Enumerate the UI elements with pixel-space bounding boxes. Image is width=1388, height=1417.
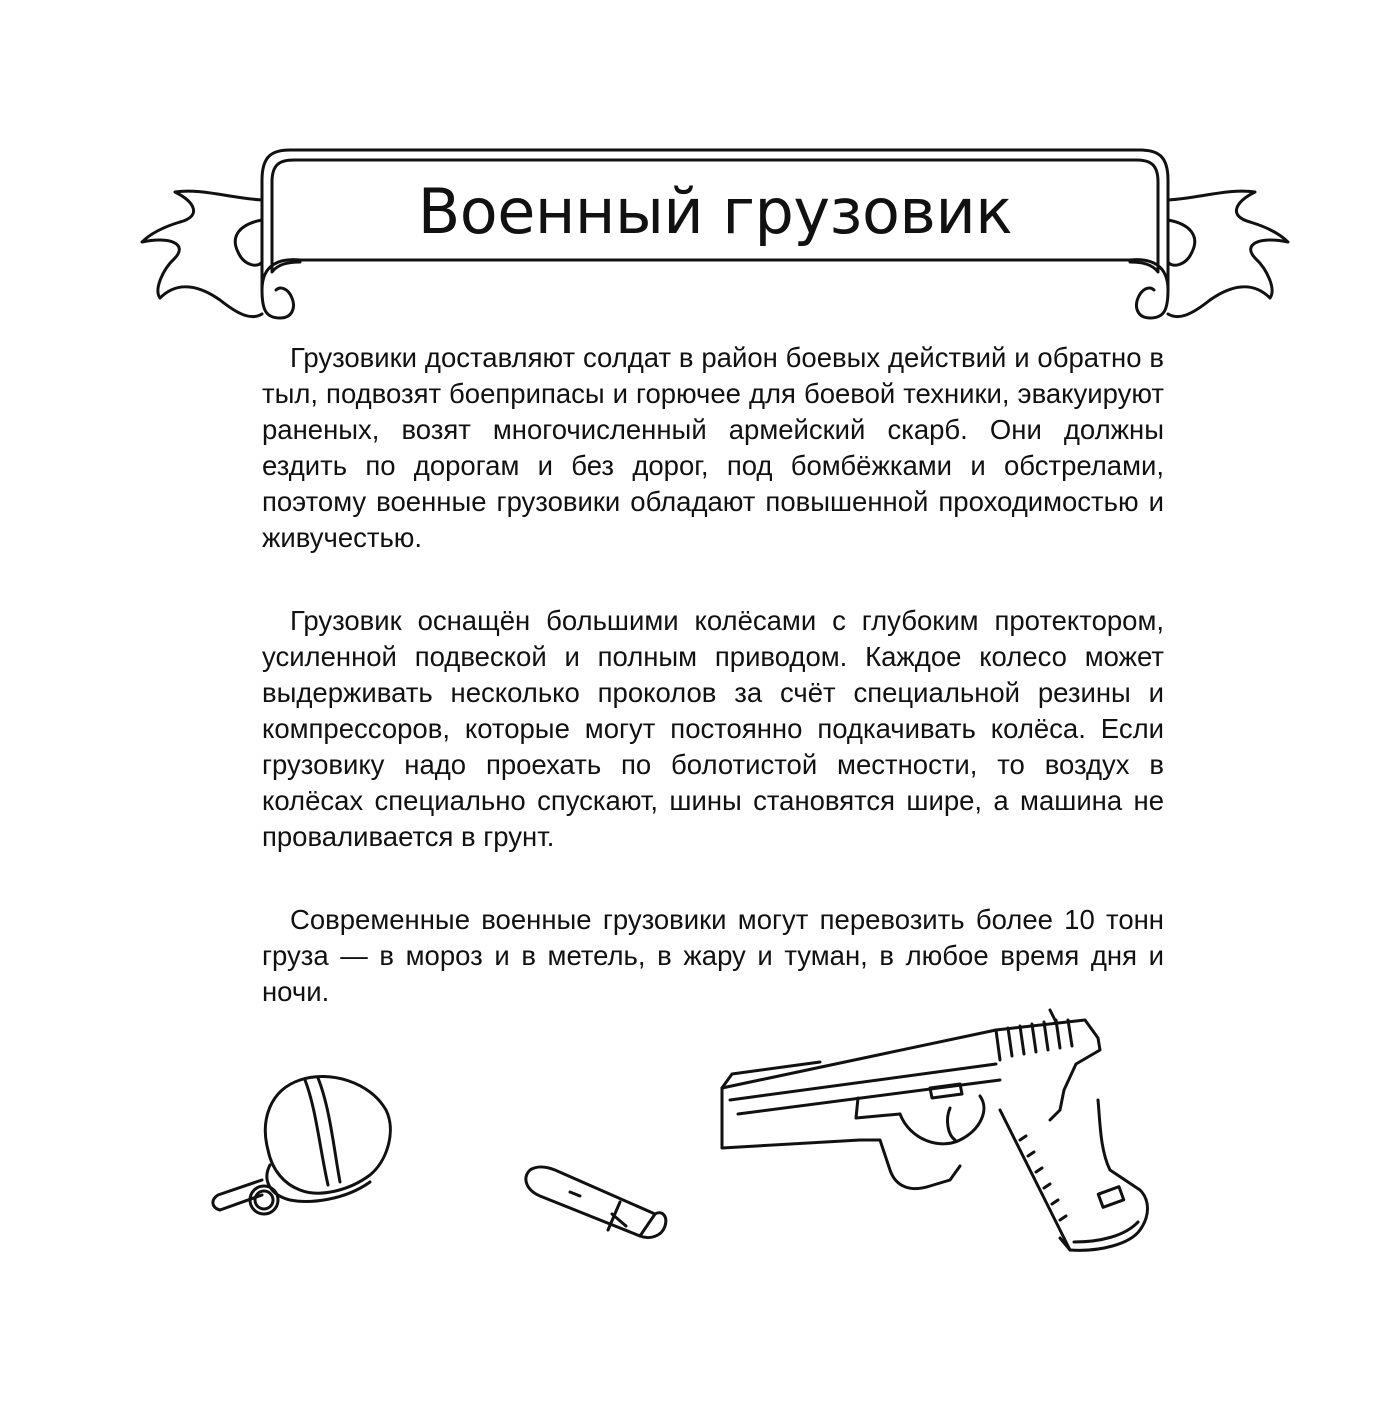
grenade-drawing	[213, 1077, 390, 1214]
illustrations-row	[0, 990, 1388, 1280]
paragraph-1: Грузовики доставляют солдат в район боевых действий и обратно в тыл, подвозят боеприпасы и горючее для боевой техники, эвакуируют раненых, возят многочисленный армейский скарб. Они должны ездить по дорогам и без дорог, под бомбёжками и обстрелами, поэтому военные грузовики обладают повышенной проходимостью и живучестью.	[262, 342, 1164, 553]
page-title: Военный грузовик	[417, 175, 1013, 248]
line-drawings	[0, 990, 1388, 1280]
bullet-drawing	[526, 1167, 666, 1238]
pistol-drawing	[722, 1010, 1148, 1250]
title-banner	[140, 140, 1290, 340]
article-body	[262, 340, 1164, 1057]
paragraph-3: Современные военные грузовики могут перевозить более 10 тонн груза — в мороз и в метель, в жару и туман, в любое время дня и ночи.	[262, 904, 1164, 1007]
paragraph-2: Грузовик оснащён большими колёсами с глубоким протектором, усиленной подвеской и полным приводом. Каждое колесо может выдерживать несколько проколов за счёт специальной резины и компрессоров, которые могут постоянно подкачивать колёса. Если грузовику надо проехать по болотистой местности, то воздух в колёсах специально спускают, шины становятся шире, а машина не проваливается в грунт.	[262, 605, 1164, 852]
